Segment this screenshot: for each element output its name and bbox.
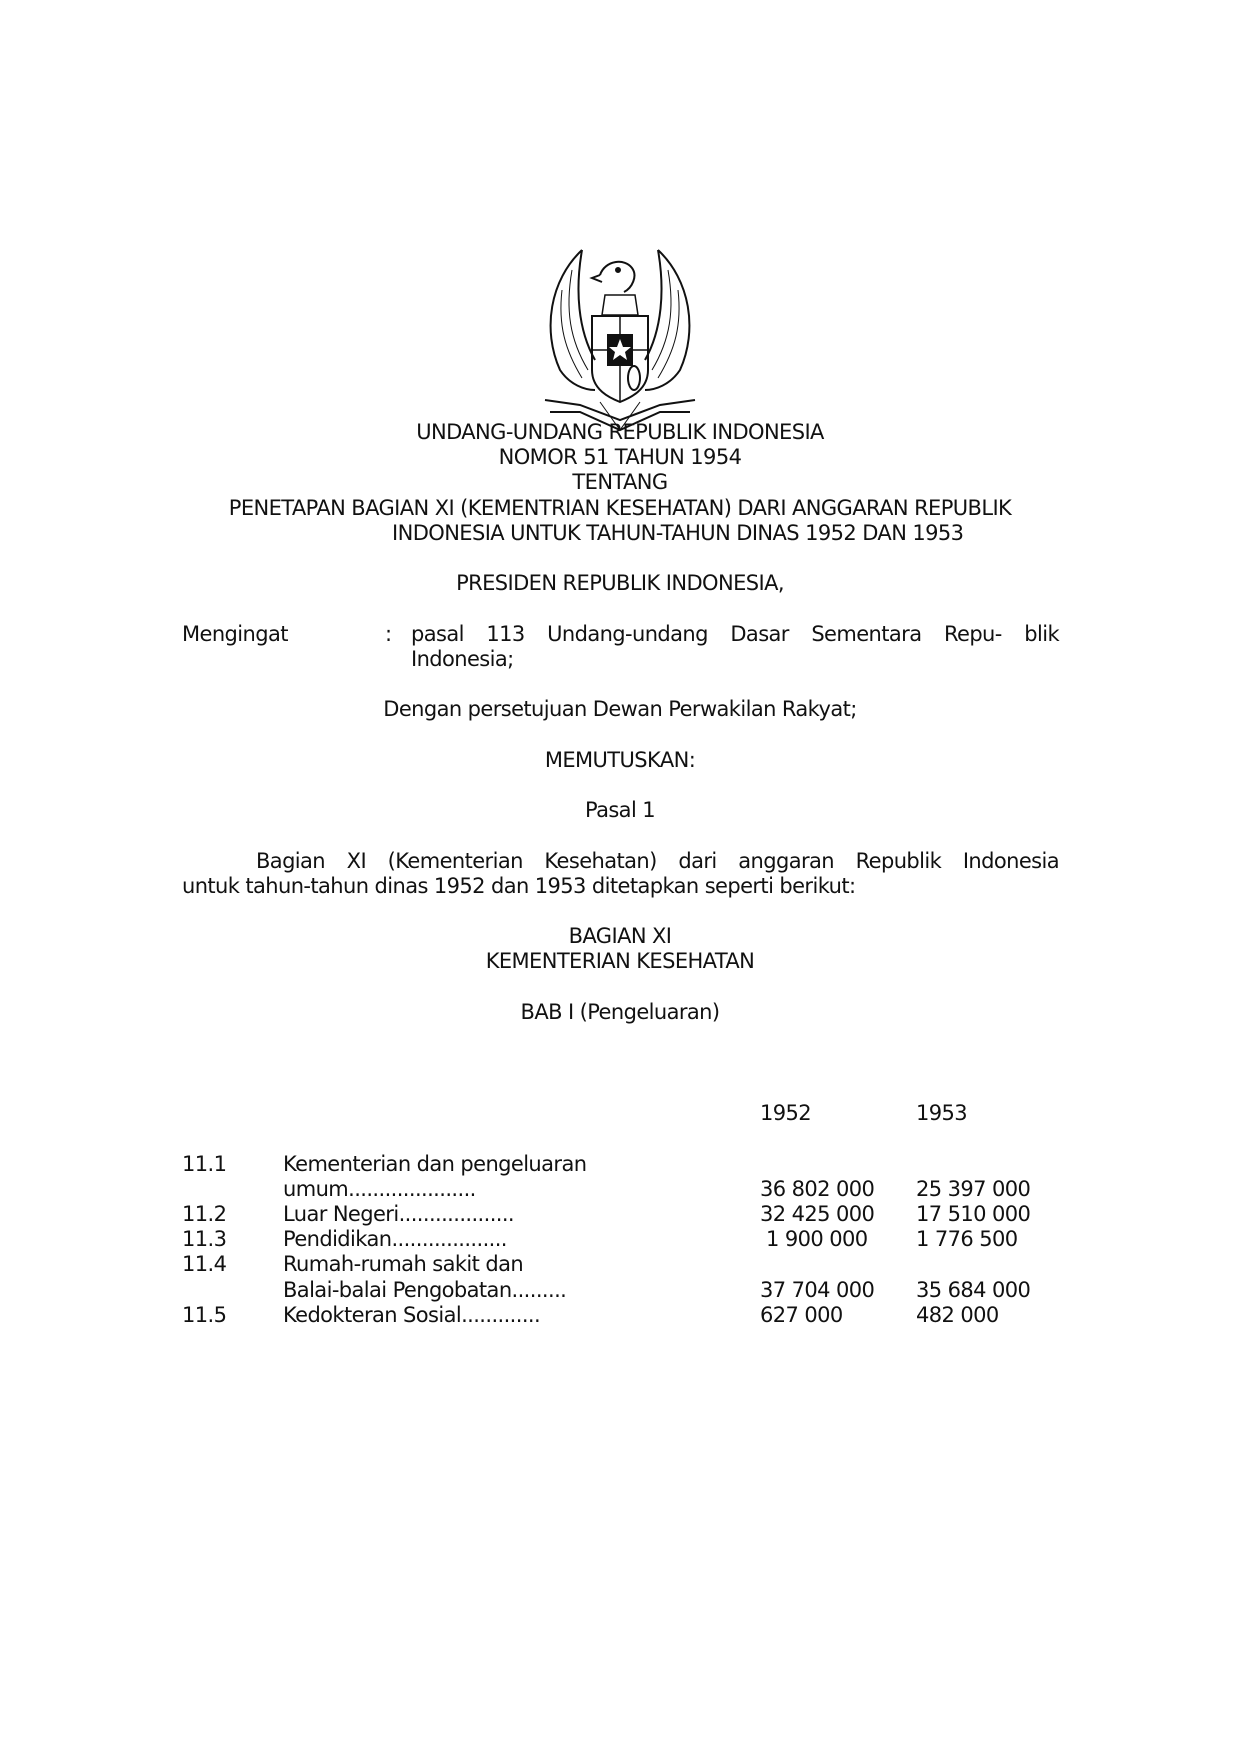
- row-value-1952: 627 000: [760, 1303, 843, 1327]
- mengingat-text-line-1: pasal 113 Undang-undang Dasar Sementara Repu- blik: [411, 622, 1059, 646]
- row-value-1953: 25 397 000: [916, 1177, 1031, 1201]
- row-desc-cont: umum.....................: [283, 1177, 476, 1201]
- row-code: 11.4: [182, 1252, 227, 1276]
- row-desc: Kementerian dan pengeluaran: [283, 1152, 587, 1176]
- mengingat-colon: :: [385, 622, 392, 646]
- row-desc: Luar Negeri...................: [283, 1202, 514, 1226]
- section-title-2: KEMENTERIAN KESEHATAN: [485, 949, 755, 973]
- row-value-1952: 36 802 000: [760, 1177, 875, 1201]
- row-value-1953: 482 000: [916, 1303, 999, 1327]
- pasal-heading: Pasal 1: [584, 798, 656, 822]
- paragraph-line-2: untuk tahun-tahun dinas 1952 dan 1953 ditetapkan seperti berikut:: [182, 874, 856, 898]
- header-line-4: PENETAPAN BAGIAN XI (KEMENTRIAN KESEHATAN) DARI ANGGARAN REPUBLIK: [228, 496, 1012, 520]
- bab-heading: BAB I (Pengeluaran): [520, 1000, 720, 1024]
- mengingat-label: Mengingat: [182, 622, 288, 646]
- row-value-1953: 1 776 500: [916, 1227, 1018, 1251]
- row-desc-cont: Balai-balai Pengobatan.........: [283, 1278, 567, 1302]
- paragraph-line-1: Bagian XI (Kementerian Kesehatan) dari anggaran Republik Indonesia: [256, 849, 1059, 873]
- row-value-1952: 32 425 000: [760, 1202, 875, 1226]
- persetujuan-line: Dengan persetujuan Dewan Perwakilan Rakyat;: [383, 697, 857, 721]
- row-value-1952: 1 900 000: [766, 1227, 868, 1251]
- row-code: 11.1: [182, 1152, 227, 1176]
- header-1953: 1953: [916, 1101, 968, 1125]
- president-line: PRESIDEN REPUBLIK INDONESIA,: [456, 571, 784, 595]
- row-code: 11.5: [182, 1303, 227, 1327]
- row-desc: Kedokteran Sosial.............: [283, 1303, 541, 1327]
- row-value-1952: 37 704 000: [760, 1278, 875, 1302]
- header-line-2: NOMOR 51 TAHUN 1954: [498, 445, 742, 469]
- mengingat-text-line-2: Indonesia;: [411, 647, 514, 671]
- row-value-1953: 35 684 000: [916, 1278, 1031, 1302]
- row-code: 11.3: [182, 1227, 227, 1251]
- header-line-3: TENTANG: [572, 470, 668, 494]
- header-1952: 1952: [760, 1101, 812, 1125]
- section-title-1: BAGIAN XI: [568, 924, 672, 948]
- row-desc: Pendidikan...................: [283, 1227, 507, 1251]
- header-line-1: UNDANG-UNDANG REPUBLIK INDONESIA: [416, 420, 824, 444]
- row-value-1953: 17 510 000: [916, 1202, 1031, 1226]
- header-line-5: INDONESIA UNTUK TAHUN-TAHUN DINAS 1952 DAN 1953: [392, 521, 964, 545]
- row-code: 11.2: [182, 1202, 227, 1226]
- memutuskan-heading: MEMUTUSKAN:: [544, 748, 696, 772]
- row-desc: Rumah-rumah sakit dan: [283, 1252, 524, 1276]
